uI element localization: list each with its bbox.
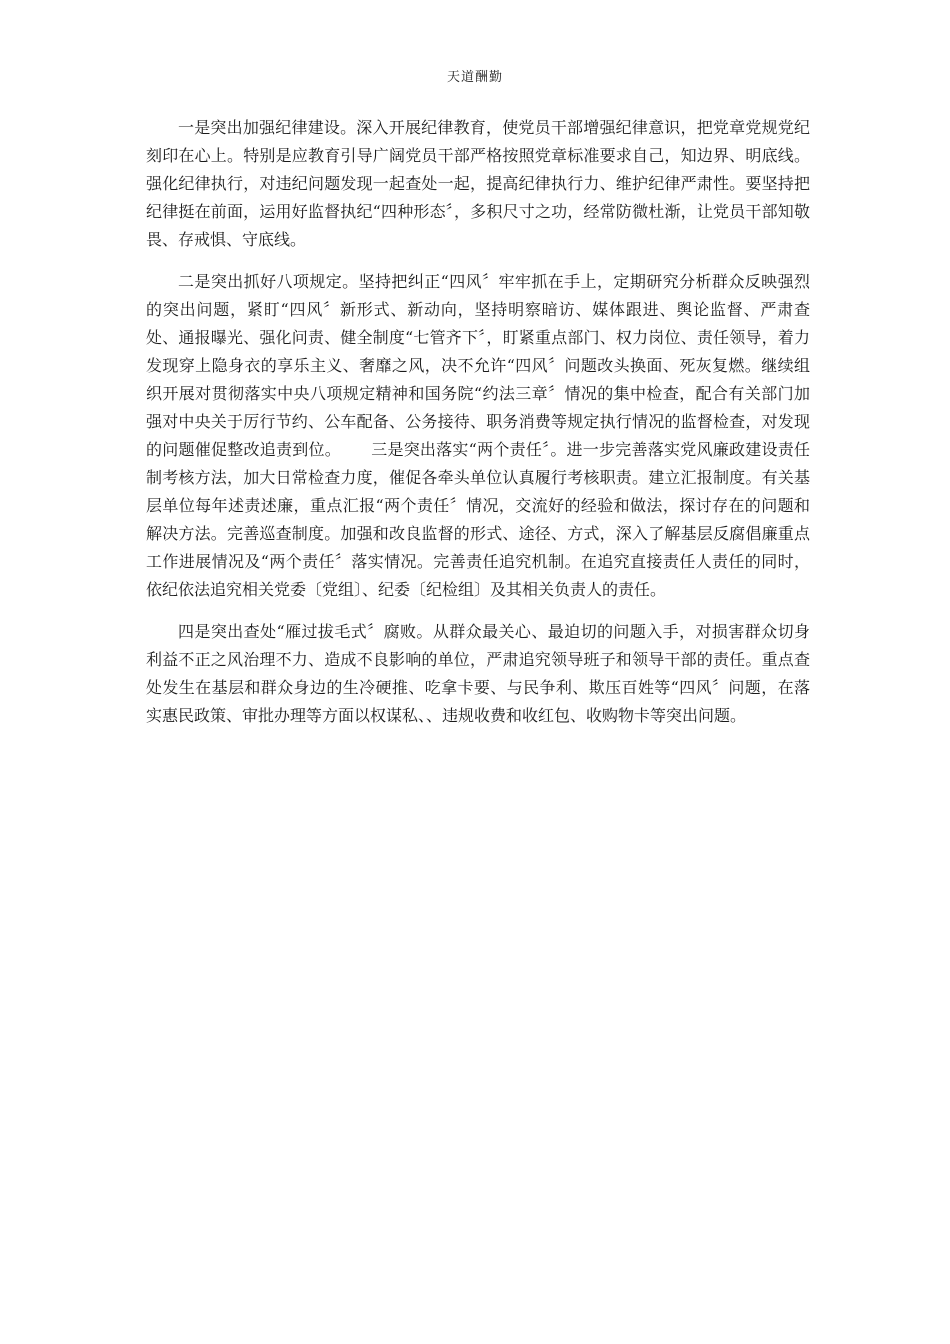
page-header: 天道酬勤	[446, 70, 503, 85]
paragraph-corruption	[146, 618, 810, 730]
paragraph-discipline	[146, 114, 810, 254]
paragraph-eight-rules-text: 二是突出抓好八项规定。坚持把纠正“四风〞牢牢抓在手上，定期研究分析群众反映强烈的突出问题，紧盯“四风〞新形式、新动向，坚持明察暗访、媒体跟进、舆论监督、严肃查处、通报曝光、强化问责、健全制度“七管齐下〞，盯紧重点部门、权力岗位、责任领导，着力发现穿上隐身衣的享乐主义、奢靡之风，决不允许“四风〞问题改头换面、死灰复燃。继续组织开展对贯彻落实中央八项规定精神和国务院“约法三章〞情况的集中检查，配合有关部门加强对中央关于厉行节约、公车配备、公务接待、职务消费等规定执行情况的监督检查，对发现的问题催促整改追责到位。	[146, 272, 810, 459]
paragraph-discipline-text: 一是突出加强纪律建设。深入开展纪律教育，使党员干部增强纪律意识，把党章党规党纪刻印在心上。特别是应教育引导广阔党员干部严格按照党章标准要求自己，知边界、明底线。强化纪律执行，对违纪问题发现一起查处一起，提高纪律执行力、维护纪律严肃性。要坚持把纪律挺在前面，运用好监督执纪“四种形态〞，多积尺寸之功，经常防微杜渐，让党员干部知敬畏、存戒惧、守底线。	[146, 118, 810, 249]
paragraph-eight-rules	[146, 268, 810, 604]
paragraph-two-responsibilities-text: 三是突出落实“两个责任〞。进一步完善落实党风廉政建设责任制考核方法，加大日常检查力度，催促各牵头单位认真履行考核职责。建立汇报制度。有关基层单位每年述责述廉，重点汇报“两个责任〞情况，交流好的经验和做法，探讨存在的问题和解决方法。完善巡查制度。加强和改良监督的形式、途径、方式，深入了解基层反腐倡廉重点工作进展情况及“两个责任〞落实情况。完善责任追究机制。在追究直接责任人责任的同时，依纪依法追究相关党委〔党组〕、纪委〔纪检组〕及其相关负责人的责任。	[146, 440, 810, 599]
document-body	[146, 114, 810, 744]
paragraph-corruption-text: 四是突出查处“雁过拔毛式〞腐败。从群众最关心、最迫切的问题入手，对损害群众切身利益不正之风治理不力、造成不良影响的单位，严肃追究领导班子和领导干部的责任。重点查处发生在基层和群众身边的生冷硬推、吃拿卡要、与民争利、欺压百姓等“四风〞问题，在落实惠民政策、审批办理等方面以权谋私、、违规收费和收红包、收购物卡等突出问题。	[146, 622, 810, 725]
